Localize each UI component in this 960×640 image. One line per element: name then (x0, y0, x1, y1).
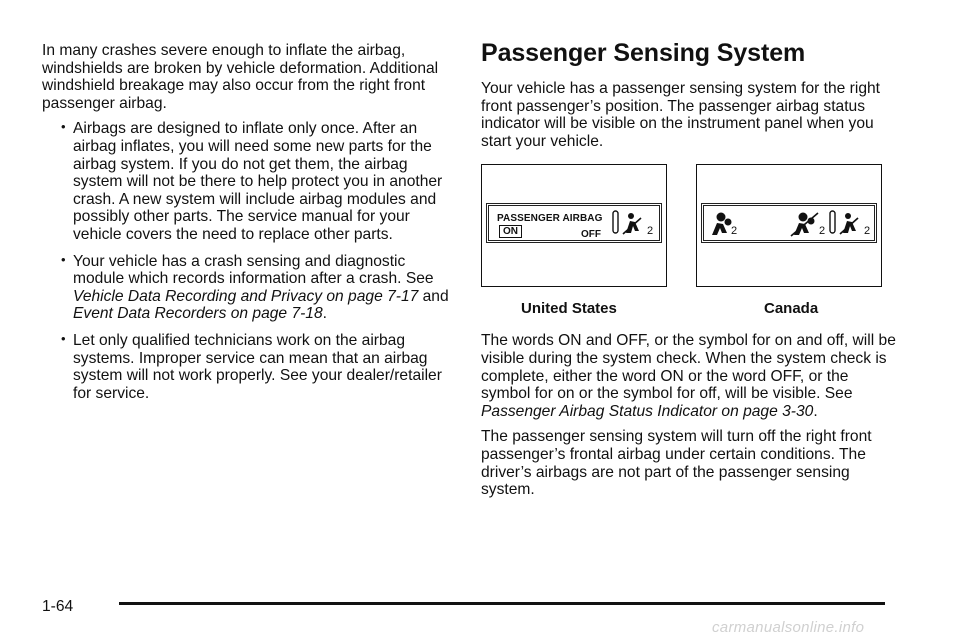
system-check-period: . (813, 402, 818, 420)
passenger-airbag-off-symbol-icon (611, 209, 661, 239)
watermark: carmanualsonline.info (712, 619, 865, 636)
bullet-text: Your vehicle has a crash sensing and diagnostic module which records information after a crash. See (73, 252, 434, 288)
symbol-subscript: 2 (731, 225, 738, 238)
us-indicator-panel (481, 164, 667, 287)
passenger-airbag-off-crossed-symbol-icon (788, 209, 822, 239)
bullet-marker: • (61, 251, 66, 267)
off-label: OFF (581, 229, 601, 241)
passenger-airbag-label: PASSENGER AIRBAG (497, 213, 603, 225)
footer-rule (119, 602, 885, 605)
bullet-text-period: . (322, 305, 327, 323)
bullet-marker: • (61, 119, 66, 135)
canada-indicator-display (701, 203, 877, 243)
page-number: 1-64 (42, 598, 74, 615)
symbol-subscript: 2 (864, 225, 871, 238)
turn-off-paragraph: The passenger sensing system will turn off the right front passenger’s frontal airbag under certain conditions. The driver’s airbags are not part of the passenger sensing system. (481, 428, 872, 499)
bullet-marker: • (61, 330, 66, 346)
system-check-paragraph (481, 332, 901, 420)
bullet-item-qualified-technicians (42, 332, 452, 402)
section-heading: Passenger Sensing System (481, 39, 806, 67)
intro-paragraph-sensing: Your vehicle has a passenger sensing system for the right front passenger’s position. The passenger airbag status indicator will be visible on the instrument panel when you start your vehicle. (481, 80, 881, 150)
caption-canada: Canada (764, 300, 819, 318)
cross-reference-status-indicator: Passenger Airbag Status Indicator on page 3-30 (481, 402, 814, 420)
us-indicator-display (486, 203, 662, 243)
bullet-list (42, 120, 452, 402)
system-check-text: The words ON and OFF, or the symbol for on and off, will be visible during the system check. When the system check is complete, either the word ON or the word OFF, or the symbol for on or the symbol for off, will be visible. See (481, 332, 896, 403)
symbol-subscript: 2 (647, 225, 654, 238)
intro-paragraph: In many crashes severe enough to inflate the airbag, windshields are broken by vehicle deformation. Additional windshield breakage may also occur from the right front passenger airbag. (42, 42, 439, 112)
bullet-item-inflate-once (42, 120, 452, 243)
bullet-item-crash-module (42, 253, 452, 323)
on-label: ON (499, 225, 522, 238)
bullet-text-and: and (418, 287, 449, 305)
caption-united-states: United States (521, 300, 617, 318)
bullet-text: Let only qualified technicians work on the airbag systems. Improper service can mean that an airbag system will not work properly. See your dealer/retailer for service. (73, 331, 442, 402)
airbag-indicator-figure (481, 164, 901, 326)
passenger-airbag-off-symbol-icon (828, 209, 866, 239)
canada-indicator-panel (696, 164, 882, 287)
cross-reference-data-recording: Vehicle Data Recording and Privacy on page 7-17 (73, 287, 419, 305)
bullet-text: Airbags are designed to inflate only once. After an airbag inflates, you will need some new parts for the airbag system. If you do not get them, the airbag system will not be there to help protect you in another crash. A new system will include airbag modules and possibly other parts. The service manual for your vehicle covers the need to replace other parts. (73, 120, 443, 243)
right-column (481, 39, 901, 507)
symbol-subscript: 2 (819, 225, 826, 238)
cross-reference-event-data-recorders: Event Data Recorders on page 7-18 (73, 305, 323, 323)
left-column (42, 42, 452, 411)
